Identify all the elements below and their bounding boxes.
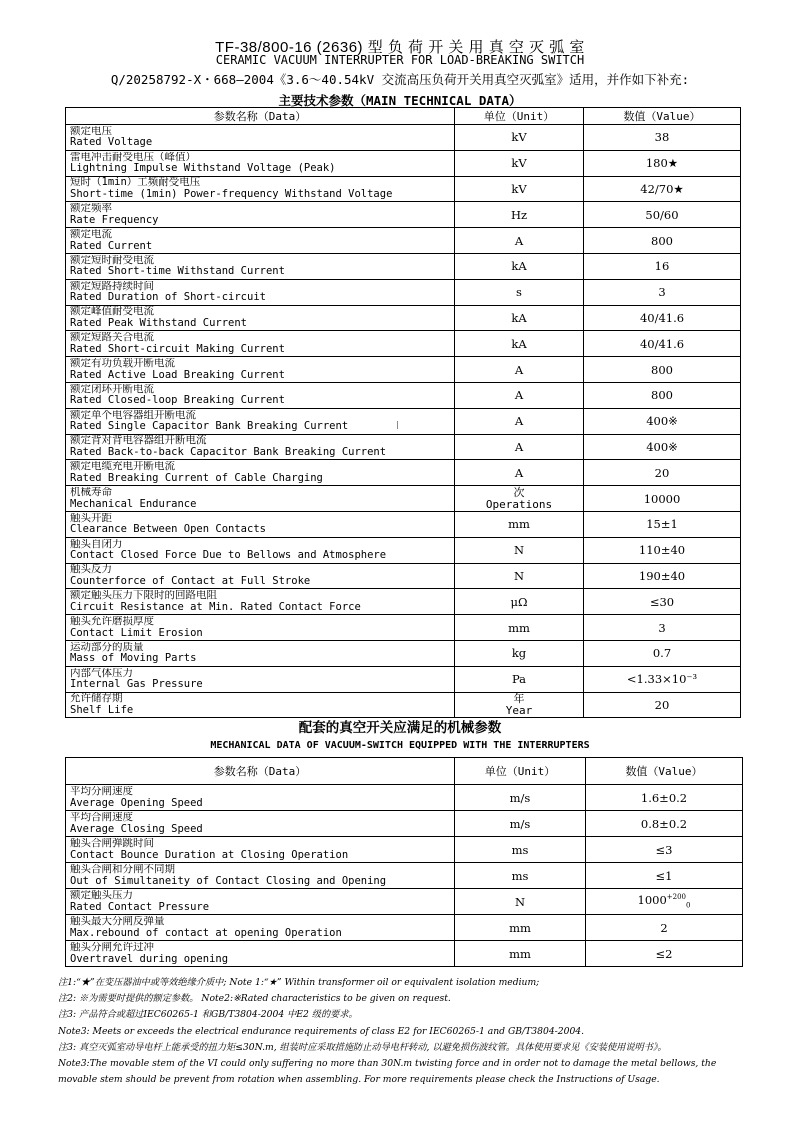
parameter-name-zh: 额定电压 (70, 125, 112, 137)
unit-text: Pa (511, 672, 527, 687)
value-cell: 180★ (584, 150, 741, 176)
parameter-name-zh: 雷电冲击耐受电压（峰值） (70, 151, 196, 163)
parameter-name-en: Rated Active Load Breaking Current (70, 369, 285, 381)
parameter-name-en: Shelf Life (70, 704, 134, 716)
footnotes (58, 975, 758, 1088)
unit-cell: ms (455, 837, 586, 863)
table-row (66, 253, 741, 279)
table-header-row (66, 108, 741, 125)
parameter-cell (66, 357, 455, 383)
table-row (66, 357, 741, 383)
unit-text: Hz (510, 207, 528, 222)
value-cell: 10000 (584, 486, 741, 512)
value-cell: ≤30 (584, 589, 741, 615)
unit-text: N (513, 568, 525, 583)
tolerance-upper: +200 (666, 893, 687, 902)
note-line: 注3: 真空灭弧室动导电杆上能承受的扭力矩≤30N.m, 组装时应采取措施防止动导电杆转动, 以避免损伤波纹管。具体使用要求见《安装使用说明书》。 (58, 1041, 667, 1053)
unit-cell (455, 357, 584, 383)
unit-text: μΩ (510, 594, 528, 609)
value-text: ≤3 (655, 842, 673, 857)
parameter-name-en: Rated Closed-loop Breaking Current (70, 395, 285, 407)
unit-text: mm (508, 517, 530, 532)
value-text: ≤1 (655, 868, 673, 883)
parameter-name-zh: 额定短路持续时间 (70, 280, 154, 292)
note-line: 注1:“★”在变压器油中或等效绝缘介质中; Note 1:“★” Within transformer oil or equivalent isolation medium; (58, 977, 540, 988)
value-cell (586, 889, 743, 915)
unit-text: A (514, 414, 524, 429)
unit-cell (455, 228, 584, 254)
value-text: 1000 (637, 893, 667, 908)
parameter-cell (66, 279, 455, 305)
parameter-name-en: Overtravel during opening (70, 953, 229, 965)
table-row (66, 640, 741, 666)
parameter-name-zh: 触头反力 (70, 564, 112, 576)
unit-cell (455, 486, 584, 512)
parameter-name-en: Internal Gas Pressure (70, 679, 203, 691)
value-cell (586, 837, 743, 863)
table-row (66, 434, 741, 460)
unit-text: A (514, 465, 524, 480)
unit-text: kA (511, 336, 527, 351)
parameter-name-zh: 额定电流 (70, 229, 112, 241)
parameter-name-zh: 触头合闸和分闸不同期 (70, 864, 175, 875)
unit-cell: m/s (455, 811, 586, 837)
unit-cell (455, 692, 584, 718)
unit-cell (455, 460, 584, 486)
unit-cell: mm (455, 915, 586, 941)
parameter-name-zh: 短时（1min）工频耐受电压 (70, 177, 201, 189)
mech-table-caption: 配套的真空开关应满足的机械参数 (298, 720, 502, 736)
parameter-name-zh: 触头合闸弹跳时间 (70, 838, 154, 849)
value-cell: 0.7 (584, 640, 741, 666)
table-row (66, 889, 743, 915)
table-row (66, 837, 743, 863)
parameter-name-en: Average Opening Speed (70, 797, 203, 809)
parameter-name-zh: 额定电缆充电开断电流 (70, 461, 175, 473)
table-row (66, 279, 741, 305)
parameter-name-en: Circuit Resistance at Min. Rated Contact Force (70, 601, 361, 613)
value-cell (586, 863, 743, 889)
parameter-name-zh: 额定有功负载开断电流 (70, 358, 175, 370)
value-cell: 42/70★ (584, 176, 741, 202)
unit-text: kg (511, 646, 527, 661)
value-cell: 400※ (584, 408, 741, 434)
parameter-name-zh: 额定单个电容器组开断电流 (70, 409, 196, 421)
mechanical-data-table (65, 757, 743, 967)
unit-text: kA (511, 259, 527, 274)
unit-text: kV (511, 156, 527, 171)
value-cell: 800 (584, 382, 741, 408)
parameter-name-en: Rated Single Capacitor Bank Breaking Current (70, 421, 349, 433)
parameter-name-en: Contact Limit Erosion (70, 627, 203, 639)
parameter-cell (66, 537, 455, 563)
parameter-name-en: Mechanical Endurance (70, 498, 197, 510)
table-row (66, 176, 741, 202)
parameter-cell (66, 941, 455, 967)
parameter-cell (66, 863, 455, 889)
parameter-cell (66, 589, 455, 615)
unit-text: 年 (513, 691, 525, 705)
unit-text-en: Operations (485, 497, 553, 511)
parameter-name-en: Out of Simultaneity of Contact Closing and Opening (70, 875, 387, 887)
parameter-name-zh: 触头分闸允许过冲 (70, 942, 154, 953)
value-text: ≤2 (655, 946, 673, 961)
unit-cell (455, 125, 584, 151)
value-cell: 3 (584, 615, 741, 641)
parameter-cell (66, 434, 455, 460)
unit-text: A (514, 362, 524, 377)
parameter-name-en: Clearance Between Open Contacts (70, 524, 266, 536)
parameter-name-zh: 额定触头压力 (70, 890, 133, 901)
parameter-cell (66, 176, 455, 202)
note-line: Note3:The movable stem of the VI could only suffering no more than 30N.m twisting force and in order not to damage the metal bellows, the (58, 1058, 717, 1070)
parameter-name-zh: 机械寿命 (70, 487, 112, 499)
parameter-cell (66, 150, 455, 176)
value-cell: 40/41.6 (584, 331, 741, 357)
header-value: 数值（Value） (586, 758, 743, 785)
parameter-name-zh: 额定短时耐受电流 (70, 254, 154, 266)
tolerance-lower: 0 (686, 901, 691, 910)
parameter-cell (66, 305, 455, 331)
table-row (66, 537, 741, 563)
table-row (66, 692, 741, 718)
value-cell: 400※ (584, 434, 741, 460)
parameter-name-en: Average Closing Speed (70, 823, 203, 835)
parameter-cell (66, 460, 455, 486)
main-table-caption: 主要技术参数（MAIN TECHNICAL DATA） (278, 93, 522, 108)
text-cursor-mark (397, 421, 398, 429)
parameter-name-zh: 平均合闸速度 (70, 812, 133, 823)
document-title: TF-38/800-16 (2636) 型 负 荷 开 关 用 真 空 灭 弧 室 (215, 39, 585, 56)
parameter-cell (66, 253, 455, 279)
unit-text-en: Year (505, 703, 533, 717)
parameter-name-zh: 运动部分的质量 (70, 641, 144, 653)
parameter-cell (66, 615, 455, 641)
parameter-name-zh: 额定闭环开断电流 (70, 383, 154, 395)
unit-cell: mm (455, 941, 586, 967)
table-row (66, 150, 741, 176)
parameter-name-zh: 触头允许磨损厚度 (70, 616, 154, 628)
document-subtitle: CERAMIC VACUUM INTERRUPTER FOR LOAD-BREAKING SWITCH (215, 53, 585, 67)
parameter-name-en: Rated Short-time Withstand Current (70, 266, 285, 278)
parameter-name-en: Rated Back-to-back Capacitor Bank Breaking Current (70, 446, 387, 458)
value-cell (586, 941, 743, 967)
main-technical-data-table (65, 107, 741, 718)
value-cell: 800 (584, 228, 741, 254)
value-cell: 50/60 (584, 202, 741, 228)
parameter-name-zh: 额定触头压力下限时的回路电阻 (70, 590, 217, 602)
value-cell: 40/41.6 (584, 305, 741, 331)
unit-cell (455, 253, 584, 279)
value-cell: 110±40 (584, 537, 741, 563)
value-text: 0.8±0.2 (640, 816, 688, 831)
parameter-name-en: Rated Contact Pressure (70, 901, 210, 913)
parameter-name-en: Rate Frequency (70, 214, 159, 226)
value-cell: <1.33×10⁻³ (584, 666, 741, 692)
value-cell: 20 (584, 460, 741, 486)
standard-reference: Q/20258792-X・668—2004《3.6～40.54kV 交流高压负荷开关用真空灭弧室》适用，并作如下补充: (110, 72, 690, 87)
table-row (66, 811, 743, 837)
parameter-cell (66, 228, 455, 254)
parameter-name-zh: 平均分闸速度 (70, 786, 133, 797)
value-cell: 800 (584, 357, 741, 383)
note-line: movable stem should be prevent from rotation when assembling. For more requirements please check the Instructions of Usage. (58, 1074, 660, 1086)
header-data: 参数名称（Data） (66, 758, 455, 785)
parameter-cell (66, 915, 455, 941)
parameter-name-zh: 触头自闭力 (70, 538, 123, 550)
unit-cell (455, 150, 584, 176)
note-line: 注3: 产品符合或超过IEC60265-1 和GB/T3804-2004 中E2 级的要求。 (58, 1009, 358, 1021)
parameter-cell (66, 486, 455, 512)
unit-text: kA (511, 310, 527, 325)
value-cell: 190±40 (584, 563, 741, 589)
parameter-cell (66, 563, 455, 589)
parameter-name-en: Max.rebound of contact at opening Operation (70, 927, 342, 939)
parameter-cell (66, 640, 455, 666)
unit-cell (455, 434, 584, 460)
parameter-name-en: Contact Closed Force Due to Bellows and Atmosphere (70, 550, 387, 562)
unit-cell (455, 511, 584, 537)
table-row (66, 460, 741, 486)
unit-text: 次 (513, 485, 525, 499)
unit-text: mm (508, 620, 530, 635)
unit-text: A (514, 388, 524, 403)
note-line: 注2: ※为需要时提供的额定参数。 Note2:※Rated characteristics to be given on request. (58, 993, 451, 1005)
parameter-name-en: Counterforce of Contact at Full Stroke (70, 575, 311, 587)
value-cell (586, 785, 743, 811)
parameter-name-zh: 额定背对背电容器组开断电流 (70, 435, 207, 447)
parameter-cell (66, 382, 455, 408)
parameter-cell (66, 666, 455, 692)
unit-text: A (514, 439, 524, 454)
value-cell: 38 (584, 125, 741, 151)
table-row (66, 486, 741, 512)
parameter-cell (66, 511, 455, 537)
value-text: 2 (660, 920, 668, 935)
table-row (66, 941, 743, 967)
unit-cell: ms (455, 863, 586, 889)
value-cell: 3 (584, 279, 741, 305)
table-row (66, 305, 741, 331)
unit-cell (455, 382, 584, 408)
parameter-cell (66, 811, 455, 837)
table-row (66, 785, 743, 811)
unit-cell (455, 589, 584, 615)
value-cell: 16 (584, 253, 741, 279)
parameter-name-zh: 额定频率 (70, 203, 112, 215)
parameter-name-zh: 允许储存期 (70, 693, 123, 705)
value-text: 1.6±0.2 (640, 790, 688, 805)
table-row (66, 408, 741, 434)
unit-cell (455, 176, 584, 202)
unit-cell (455, 202, 584, 228)
parameter-cell (66, 837, 455, 863)
header-data: 参数名称（Data） (66, 108, 455, 125)
parameter-name-zh: 触头最大分闸反弹量 (70, 916, 165, 927)
table-row (66, 915, 743, 941)
table-row (66, 331, 741, 357)
table-row (66, 563, 741, 589)
parameter-name-en: Rated Current (70, 240, 153, 252)
table-row (66, 615, 741, 641)
table-row (66, 228, 741, 254)
table-row (66, 511, 741, 537)
header-unit: 单位（Unit） (455, 108, 584, 125)
table-row (66, 125, 741, 151)
unit-cell (455, 305, 584, 331)
parameter-name-en: Rated Short-circuit Making Current (70, 343, 285, 355)
parameter-name-zh: 额定短路关合电流 (70, 332, 154, 344)
table-row (66, 589, 741, 615)
table-row (66, 666, 741, 692)
parameter-name-zh: 内部气体压力 (70, 667, 133, 679)
unit-cell (455, 537, 584, 563)
parameter-name-en: Rated Breaking Current of Cable Charging (70, 472, 323, 484)
unit-cell (455, 331, 584, 357)
unit-cell (455, 408, 584, 434)
table-row (66, 202, 741, 228)
parameter-name-en: Rated Peak Withstand Current (70, 317, 248, 329)
unit-text: s (516, 285, 522, 300)
header-value: 数值（Value） (584, 108, 741, 125)
parameter-name-en: Rated Duration of Short-circuit (70, 292, 266, 304)
table-header-row (66, 758, 743, 785)
table-row (66, 863, 743, 889)
parameter-name-en: Contact Bounce Duration at Closing Operation (70, 849, 349, 861)
unit-text: N (513, 543, 525, 558)
parameter-name-en: Mass of Moving Parts (70, 653, 197, 665)
table-row (66, 382, 741, 408)
mech-table-caption-en: MECHANICAL DATA OF VACUUM-SWITCH EQUIPPED WITH THE INTERRUPTERS (210, 740, 590, 751)
unit-cell (455, 279, 584, 305)
parameter-cell (66, 125, 455, 151)
parameter-name-en: Lightning Impulse Withstand Voltage (Peak) (70, 163, 336, 175)
unit-cell (455, 563, 584, 589)
value-cell (586, 915, 743, 941)
parameter-cell (66, 202, 455, 228)
parameter-name-zh: 触头开距 (70, 512, 112, 524)
unit-text: kV (511, 181, 527, 196)
value-cell: 20 (584, 692, 741, 718)
unit-text: A (514, 233, 524, 248)
parameter-name-en: Rated Voltage (70, 137, 153, 149)
unit-cell (455, 640, 584, 666)
unit-cell: N (455, 889, 586, 915)
parameter-name-zh: 额定峰值耐受电流 (70, 306, 154, 318)
unit-cell (455, 615, 584, 641)
unit-text: kV (511, 130, 527, 145)
parameter-cell (66, 889, 455, 915)
note-line: Note3: Meets or exceeds the electrical endurance requirements of class E2 for IEC60265-1 and GB/T3804-2004. (58, 1025, 585, 1037)
parameter-name-en: Short-time (1min) Power-frequency Withstand Voltage (70, 188, 393, 200)
unit-cell: m/s (455, 785, 586, 811)
parameter-cell (66, 331, 455, 357)
parameter-cell (66, 692, 455, 718)
value-cell: 15±1 (584, 511, 741, 537)
value-cell (586, 811, 743, 837)
header-unit: 单位（Unit） (455, 758, 586, 785)
parameter-cell (66, 785, 455, 811)
unit-cell (455, 666, 584, 692)
